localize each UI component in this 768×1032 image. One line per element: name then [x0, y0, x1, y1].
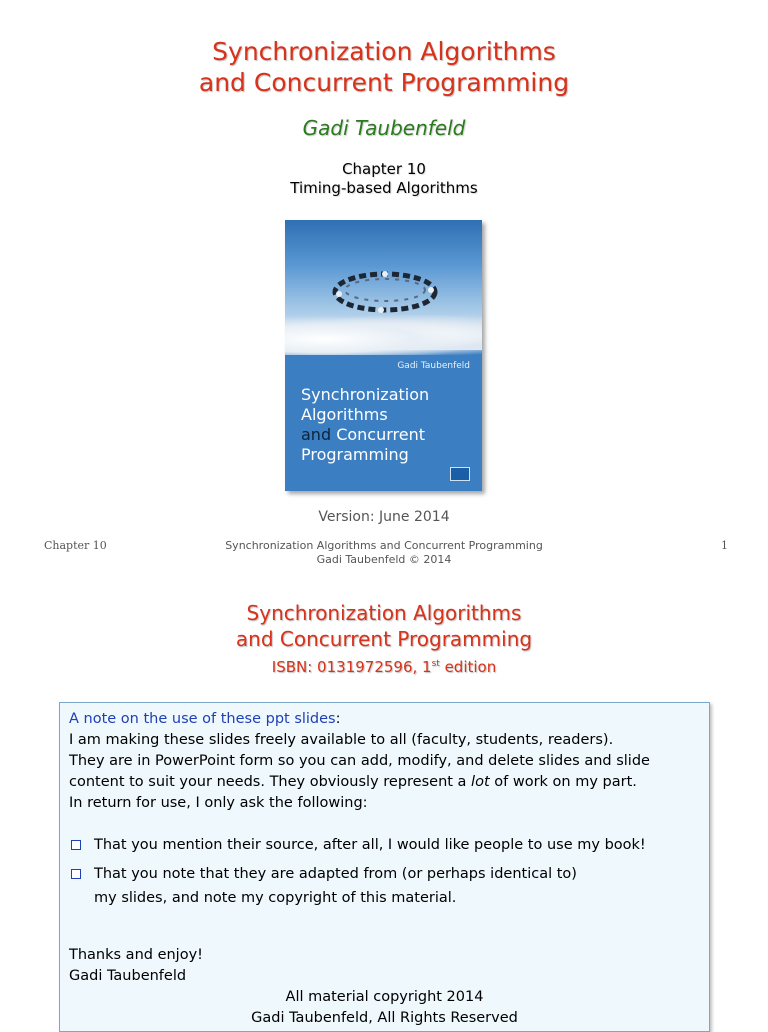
book-cover [285, 220, 482, 491]
signature-line: Gadi Taubenfeld [69, 968, 187, 984]
footer-center [0, 539, 768, 567]
slide-title [0, 36, 768, 98]
skydivers-icon [315, 260, 455, 320]
cover-title-and: and [301, 425, 332, 444]
author-name: Gadi Taubenfeld [302, 116, 466, 140]
note-line-4: In return for use, I only ask the following: [69, 795, 368, 811]
note-line-2: They are in PowerPoint form so you can add, modify, and delete slides and slide [69, 753, 650, 769]
footer-copyright: Gadi Taubenfeld © 2014 [316, 553, 452, 566]
bullet-item-2 [69, 864, 709, 909]
isbn-line [0, 658, 768, 676]
page-number: 1 [721, 539, 728, 552]
chapter-number: Chapter 10 [342, 160, 426, 178]
slide-title [0, 600, 768, 652]
isbn-edition: edition [439, 658, 497, 676]
title-line-1: Synchronization Algorithms [212, 37, 556, 66]
chapter-title: Timing-based Algorithms [290, 179, 478, 197]
bullet-text-2b: my slides, and note my copyright of this material. [94, 890, 457, 906]
copyright-line-1: All material copyright 2014 [285, 989, 484, 1005]
usage-note-box [59, 702, 710, 1032]
checkbox-bullet-icon [71, 840, 81, 850]
cover-title-concurrent: Concurrent [331, 425, 426, 444]
note-heading-colon: : [335, 711, 341, 727]
cover-title-line-2: Algorithms [301, 405, 388, 424]
bullet-item-1 [69, 835, 709, 856]
footer-chapter: Chapter 10 [44, 539, 107, 552]
cover-title-line-1: Synchronization [301, 385, 430, 404]
pearson-logo-icon [450, 467, 470, 481]
cover-clouds [285, 315, 482, 355]
cover-title [301, 385, 429, 465]
cover-title-line-3 [301, 425, 429, 445]
note-heading-row [69, 709, 709, 730]
note-line-3-italic: lot [471, 774, 490, 790]
isbn-text: ISBN: 0131972596, 1 [271, 658, 432, 676]
thanks-line: Thanks and enjoy! [69, 947, 203, 963]
note-line-3 [69, 772, 709, 793]
checkbox-bullet-icon [71, 869, 81, 879]
footer-book-title: Synchronization Algorithms and Concurrent Programming [225, 539, 543, 552]
cover-author: Gadi Taubenfeld [397, 361, 470, 371]
copyright-line-2: Gadi Taubenfeld, All Rights Reserved [251, 1010, 518, 1026]
title-line-2: and Concurrent Programming [235, 627, 533, 651]
bullet-text-2a: That you note that they are adapted from (or perhaps identical to) [94, 866, 577, 882]
version-label: Version: June 2014 [318, 509, 450, 525]
title-line-2: and Concurrent Programming [198, 68, 570, 97]
note-heading: A note on the use of these ppt slides [69, 711, 336, 727]
slide-2 [0, 580, 768, 1024]
chapter-heading [0, 160, 768, 198]
title-line-1: Synchronization Algorithms [246, 601, 522, 625]
bullet-text-1: That you mention their source, after all, I would like people to use my book! [94, 837, 646, 853]
note-line-3a: content to suit your needs. They obviously represent a [69, 774, 472, 790]
isbn-superscript: st [431, 659, 440, 669]
cover-title-line-4: Programming [301, 445, 409, 464]
note-line-1: I am making these slides freely available to all (faculty, students, readers). [69, 732, 614, 748]
note-line-3b: of work on my part. [489, 774, 637, 790]
